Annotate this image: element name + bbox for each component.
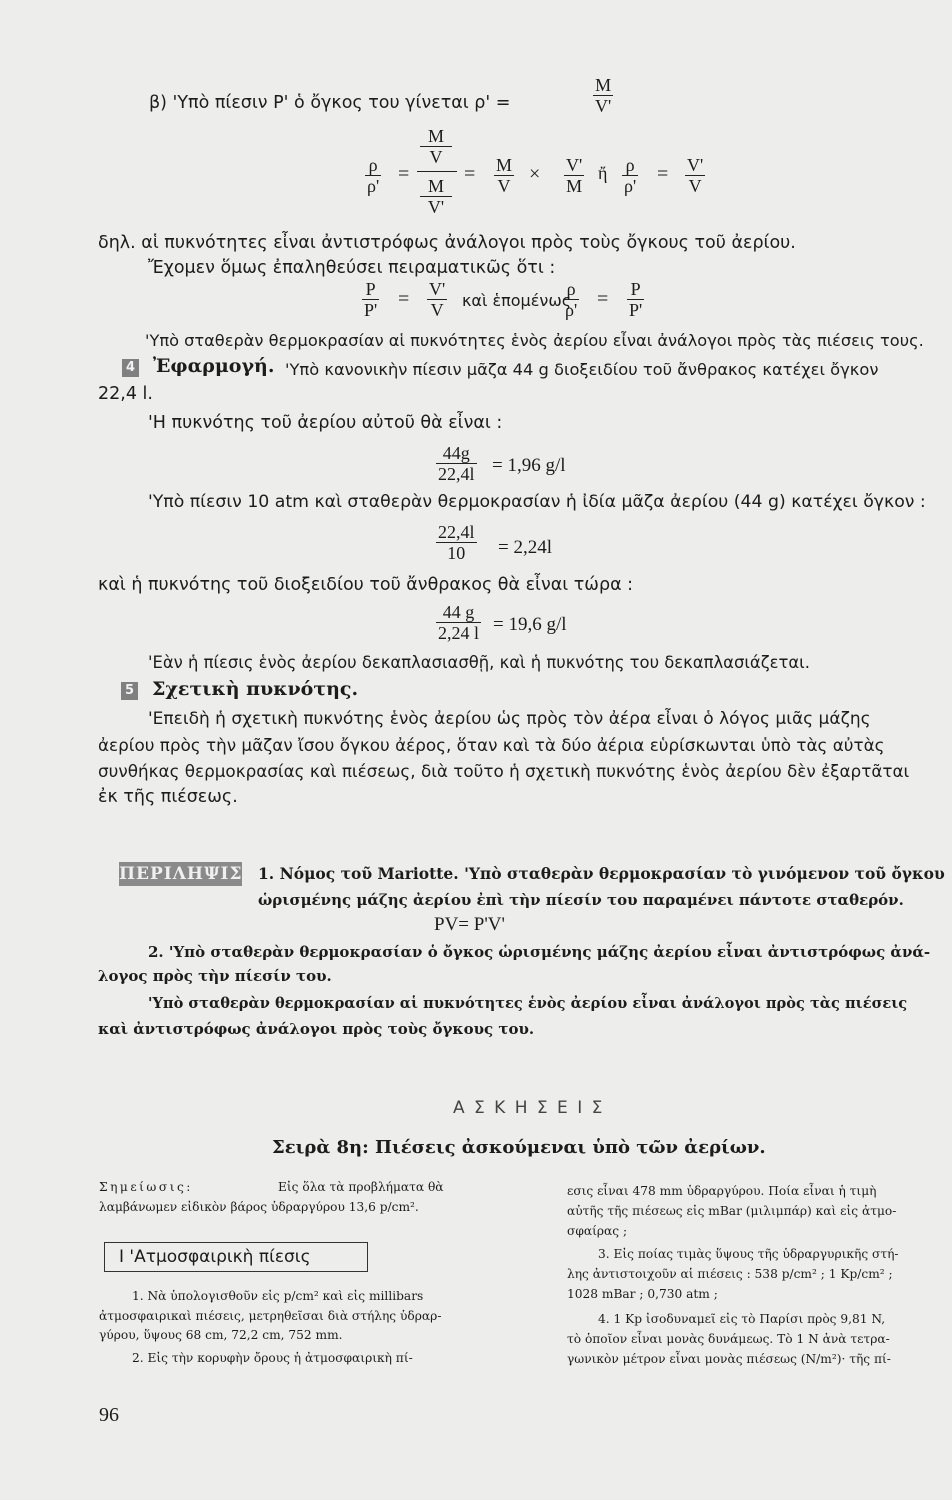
eq3-fraction-4: $\frac{P}{P'}$ <box>629 279 643 320</box>
note-line1: Εἰς ὅλα τὰ προβλήματα θὰ <box>278 1180 444 1194</box>
note-line2: λαμβάνωμεν εἰδικὸν βάρος ὑδραργύρου 13,6 p/cm². <box>99 1200 419 1214</box>
eq2-fraction-5: $\frac{V'}{V}$ <box>687 155 704 196</box>
eq2-equals-3: = <box>657 163 669 185</box>
right-line-2: αὐτῆς τῆς πιέσεως εἰς mBar (μιλιμπάρ) καὶ εἰς ἀτμο- <box>567 1204 897 1218</box>
section-label-atmospheric: I 'Ατμοσφαιρικὴ πίεσις <box>104 1242 368 1272</box>
left-line-2: ἀτμοσφαιρικαὶ πιέσεις, μετρηθεῖσαι διὰ στήλης ὑδραρ- <box>99 1309 442 1323</box>
section-4-line3: 'Υπὸ πίεσιν 10 atm καὶ σταθερὰν θερμοκρασίαν ἡ ἰδία μᾶζα ἀερίου (44 g) κατέχει ὄγκον : <box>148 492 926 512</box>
eq2-compound-bottom: $\frac{M}{V'}$ <box>420 177 452 216</box>
summary-item3-line1: 'Υπὸ σταθερὰν θερμοκρασίαν αἱ πυκνότητες ἑνὸς ἀερίου εἶναι ἀνάλογοι πρὸς τὰς πιέσεις <box>148 995 908 1012</box>
eq2-lhs-fraction: $\frac{\rho}{\rho'}$ <box>367 155 380 196</box>
summary-item2-line1: 2. 'Υπὸ σταθερὰν θερμοκρασίαν ὁ ὄγκος ὡρισμένης μάζης ἀερίου εἶναι ἀντιστρόφως ἀνά- <box>148 943 931 961</box>
section-5-line4: ἐκ τῆς πιέσεως. <box>98 787 238 807</box>
summary-item2-line2: λογος πρὸς τὴν πίεσίν του. <box>98 967 332 985</box>
calc2-fraction: $\frac{22,4l}{10}$ <box>438 522 475 563</box>
eq3-fraction-2: $\frac{V'}{V}$ <box>429 279 446 320</box>
section-4-line1: 'Υπὸ κανονικὴν πίεσιν μᾶζα 44 g διοξειδίου τοῦ ἄνθρακος κατέχει ὄγκον <box>285 360 879 379</box>
left-line-1: 1. Νὰ ὑπολογισθοῦν εἰς p/cm² καὶ εἰς millibars <box>132 1289 424 1303</box>
right-line-5: λης ἀντιστοιχοῦν αἱ πιέσεις : 538 p/cm² ; 1 Kp/cm² ; <box>567 1267 893 1281</box>
eq3-fraction-1: $\frac{P}{P'}$ <box>364 279 378 320</box>
page-number: 96 <box>99 1404 119 1426</box>
and-therefore: καὶ ἑπομένως <box>462 291 572 310</box>
section-4-line1-cont: 22,4 l. <box>98 384 153 404</box>
exercises-heading: Α Σ Κ Η Σ Ε Ι Σ <box>453 1098 605 1118</box>
eq3-fraction-3: $\frac{\rho}{\rho'}$ <box>565 279 578 320</box>
eq3-equals: = <box>398 288 410 310</box>
section-5-title: Σχετικὴ πυκνότης. <box>152 678 359 700</box>
summary-item1-line1: 1. Νόμος τοῦ Mariotte. 'Υπὸ σταθερὰν θερμοκρασίαν τὸ γινόμενον τοῦ ὄγκου <box>258 864 945 883</box>
times-sign: × <box>529 163 541 185</box>
intro-line: β) 'Υπὸ πίεσιν P' ὁ ὄγκος του γίνεται ρ' = <box>149 93 511 113</box>
summary-label: ΠΕΡΙΛΗΨΙΣ <box>119 864 243 884</box>
verified-line: Ἔχομεν ὅμως ἐπαληθεύσει πειραματικῶς ὅτι : <box>148 258 556 278</box>
right-line-6: 1028 mBar ; 0,730 atm ; <box>567 1287 718 1301</box>
calc1-fraction: $\frac{44g}{22,4l}$ <box>438 443 475 484</box>
eq2-main-bar <box>417 171 457 172</box>
section-4-line4: καὶ ἡ πυκνότης τοῦ διοξειδίου τοῦ ἄνθρακος θὰ εἶναι τώρα : <box>98 575 634 595</box>
section-5-line2: ἀερίου πρὸς τὴν μᾶζαν ἴσου ὄγκου ἀέρος, ὅταν καὶ τὰ δύο ἀέρια εὑρίσκωνται ὑπὸ τὰς αὐτὰς <box>98 735 885 755</box>
intro-fraction: $\frac{M}{V'}$ <box>595 75 612 116</box>
right-line-4: 3. Εἰς ποίας τιμὰς ὕψους τῆς ὑδραργυρικῆς στή- <box>598 1247 899 1261</box>
constant-temp-line: 'Υπὸ σταθερὰν θερμοκρασίαν αἱ πυκνότητες ἑνὸς ἀερίου εἶναι ἀνάλογοι πρὸς τὰς πιέσεις τους. <box>145 331 924 350</box>
section-4-badge: 4 <box>122 359 139 377</box>
section-4-line5: 'Εὰν ἡ πίεσις ἑνὸς ἀερίου δεκαπλασιασθῇ, καὶ ἡ πυκνότης του δεκαπλασιάζεται. <box>148 653 810 672</box>
section-5-line3: συνθήκας θερμοκρασίας καὶ πιέσεως, διὰ τοῦτο ἡ σχετικὴ πυκνότης ἑνὸς ἀερίου δὲν ἐξαρτᾶται <box>98 761 910 781</box>
eq2-fraction-2: $\frac{M}{V}$ <box>496 155 513 196</box>
eq3-equals-2: = <box>597 288 609 310</box>
calc1-result: = 1,96 g/l <box>492 455 566 476</box>
section-4-line2: 'Η πυκνότης τοῦ ἀερίου αὐτοῦ θὰ εἶναι : <box>148 413 503 433</box>
series-title: Σειρὰ 8η: Πιέσεις ἀσκούμεναι ὑπὸ τῶν ἀερίων. <box>272 1137 766 1158</box>
or-word: ἤ <box>598 163 608 183</box>
eq2-compound-top: $\frac{M}{V}$ <box>420 127 452 166</box>
summary-formula: PV= P'V' <box>434 914 505 935</box>
calc3-fraction: $\frac{44 g}{2,24 l}$ <box>438 602 480 643</box>
left-line-4: 2. Εἰς τὴν κορυφὴν ὄρους ἡ ἀτμοσφαιρικὴ πί- <box>132 1351 413 1365</box>
note-label: Σημείωσις: <box>99 1180 193 1194</box>
right-line-7: 4. 1 Kp ἰσοδυναμεῖ εἰς τὸ Παρίσι πρὸς 9,81 N, <box>598 1312 886 1326</box>
calc2-result: = 2,24l <box>498 537 552 558</box>
inverse-line: δηλ. αἱ πυκνότητες εἶναι ἀντιστρόφως ἀνάλογοι πρὸς τοὺς ὄγκους τοῦ ἀερίου. <box>98 233 796 253</box>
eq2-fraction-3: $\frac{V'}{M}$ <box>566 155 583 196</box>
eq2-equals: = <box>398 163 410 185</box>
eq2-equals-2: = <box>464 163 476 185</box>
right-line-8: τὸ ὁποῖον εἶναι μονὰς δυνάμεως. Τὸ 1 N ἀνὰ τετρα- <box>567 1332 890 1346</box>
section-5-badge: 5 <box>121 682 138 700</box>
right-line-9: γωνικὸν μέτρον εἶναι μονὰς πιέσεως (N/m²)· τῆς πί- <box>567 1352 891 1366</box>
section-4-title: Ἐφαρμογή. <box>153 355 275 377</box>
left-line-3: γύρου, ὕψους 68 cm, 72,2 cm, 752 mm. <box>99 1328 343 1342</box>
summary-item3-line2: καὶ ἀντιστρόφως ἀνάλογοι πρὸς τοὺς ὄγκους του. <box>98 1020 535 1038</box>
eq2-fraction-4: $\frac{\rho}{\rho'}$ <box>624 155 637 196</box>
section-5-line1: 'Επειδὴ ἡ σχετικὴ πυκνότης ἑνὸς ἀερίου ὡς πρὸς τὸν ἀέρα εἶναι ὁ λόγος μιᾶς μάζης <box>148 709 871 729</box>
right-line-3: σφαίρας ; <box>567 1224 628 1238</box>
right-line-1: εσις εἶναι 478 mm ὑδραργύρου. Ποία εἶναι ἡ τιμὴ <box>567 1184 877 1198</box>
calc3-result: = 19,6 g/l <box>493 614 567 635</box>
summary-item1-line2: ὡρισμένης μάζης ἀερίου ἐπὶ τὴν πίεσίν του παραμένει πάντοτε σταθερόν. <box>258 891 904 909</box>
